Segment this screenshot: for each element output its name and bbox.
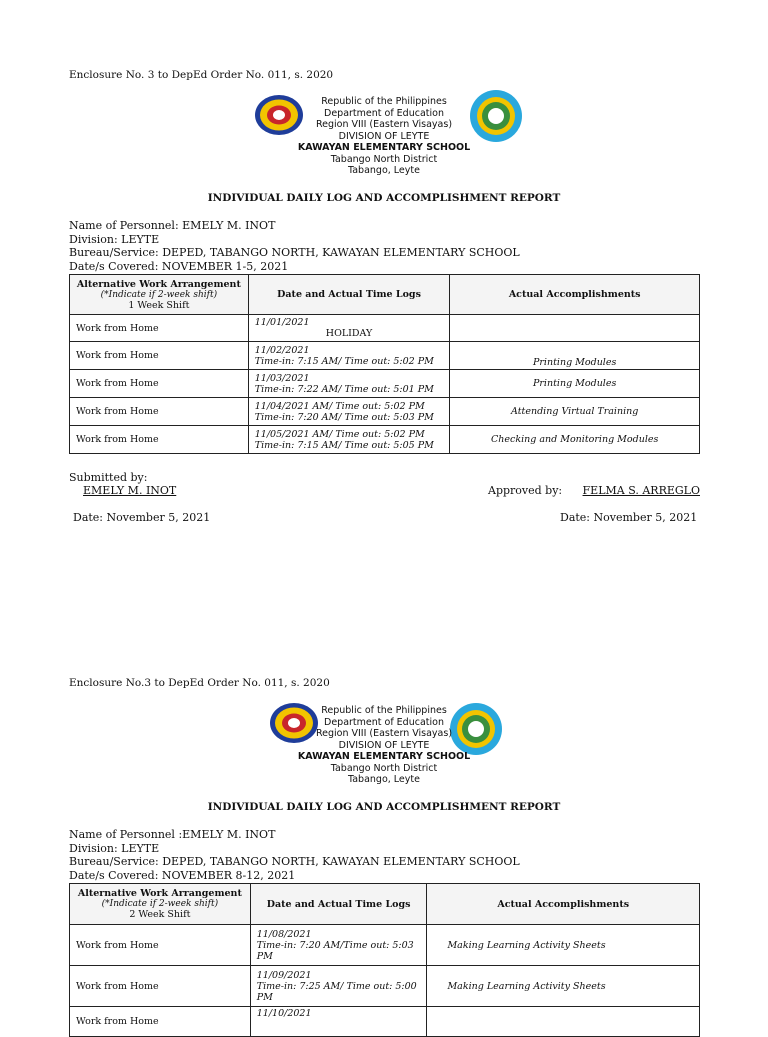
table-row: Work from Home 11/09/2021 Time-in: 7:25 AM/ Time out: 5:00 PM Making Learning Activity Sheets — [70, 966, 700, 1007]
dates-covered: Date/s Covered: NOVEMBER 1-5, 2021 — [69, 259, 289, 273]
col-logs-header: Date and Actual Time Logs — [250, 884, 427, 925]
date-approved: Date: November 5, 2021 — [560, 511, 698, 524]
personnel-info — [69, 828, 520, 882]
col-accomplishments-header: Actual Accomplishments — [450, 275, 700, 315]
log-table-2 — [69, 883, 700, 1037]
letterhead — [284, 705, 484, 786]
enclosure-note: Enclosure No.3 to DepEd Order No. 011, s. 2020 — [69, 677, 330, 689]
personnel-bureau: Bureau/Service: DEPED, TABANGO NORTH, KAWAYAN ELEMENTARY SCHOOL — [69, 246, 520, 260]
personnel-bureau: Bureau/Service: DEPED, TABANGO NORTH, KAWAYAN ELEMENTARY SCHOOL — [69, 855, 520, 869]
school-name: KAWAYAN ELEMENTARY SCHOOL — [297, 142, 471, 153]
town-line: Tabango, Leyte — [348, 774, 420, 785]
report-title: INDIVIDUAL DAILY LOG AND ACCOMPLISHMENT REPORT — [207, 801, 561, 813]
log-table-1 — [69, 274, 700, 454]
table-row: Work from Home 11/08/2021 Time-in: 7:20 AM/Time out: 5:03 PM Making Learning Activity Sheets — [70, 925, 700, 966]
department-line: Department of Education — [324, 716, 444, 728]
approved-by-name: FELMA S. ARREGLO — [582, 484, 700, 497]
personnel-name: Name of Personnel: EMELY M. INOT — [69, 219, 276, 232]
table-row: Work from Home 11/03/2021 Time-in: 7:22 AM/ Time out: 5:01 PM Printing Modules — [70, 370, 700, 398]
republic-line: Republic of the Philippines — [321, 705, 447, 716]
table-header — [70, 275, 700, 315]
approved-by-label: Approved by: — [488, 484, 563, 497]
letterhead — [284, 96, 484, 177]
school-name: KAWAYAN ELEMENTARY SCHOOL — [297, 751, 471, 762]
district-line: Tabango North District — [330, 762, 438, 774]
district-line: Tabango North District — [330, 153, 438, 165]
department-line: Department of Education — [324, 107, 444, 119]
submitted-by-label: Submitted by: — [69, 471, 148, 484]
table-row: Work from Home 11/05/2021 AM/ Time out: 5:02 PM Time-in: 7:15 AM/ Time out: 5:05 PM Checking and Monitoring Modules — [70, 426, 700, 454]
table-row: Work from Home 11/04/2021 AM/ Time out: 5:02 PM Time-in: 7:20 AM/ Time out: 5:03 PM Attending Virtual Training — [70, 398, 700, 426]
col-logs-header: Date and Actual Time Logs — [248, 275, 450, 315]
region-line: Region VIII (Eastern Visayas) — [315, 728, 453, 739]
submitted-by-name: EMELY M. INOT — [83, 484, 177, 497]
date-submitted: Date: November 5, 2021 — [73, 511, 211, 524]
division-line: DIVISION OF LEYTE — [338, 739, 430, 751]
col-accomplishments-header: Actual Accomplishments — [427, 884, 700, 925]
report-title: INDIVIDUAL DAILY LOG AND ACCOMPLISHMENT REPORT — [207, 192, 561, 204]
republic-line: Republic of the Philippines — [321, 96, 447, 107]
division-line: DIVISION OF LEYTE — [338, 130, 430, 142]
dates-covered: Date/s Covered: NOVEMBER 8-12, 2021 — [69, 868, 296, 882]
col-arrangement-header: Alternative Work Arrangement (*Indicate if 2-week shift) 2 Week Shift — [70, 884, 251, 925]
personnel-info — [69, 219, 520, 273]
table-row: Work from Home 11/01/2021 HOLIDAY — [70, 315, 700, 342]
personnel-division: Division: LEYTE — [69, 232, 160, 246]
town-line: Tabango, Leyte — [348, 165, 420, 176]
personnel-division: Division: LEYTE — [69, 841, 160, 855]
table-row: Work from Home 11/02/2021 Time-in: 7:15 AM/ Time out: 5:02 PM Printing Modules — [70, 342, 700, 370]
enclosure-note: Enclosure No. 3 to DepEd Order No. 011, s. 2020 — [69, 69, 334, 81]
personnel-name: Name of Personnel :EMELY M. INOT — [69, 828, 276, 841]
col-arrangement-header: Alternative Work Arrangement (*Indicate if 2-week shift) 1 Week Shift — [70, 275, 249, 315]
region-line: Region VIII (Eastern Visayas) — [315, 119, 453, 130]
table-header — [70, 884, 700, 925]
table-row: Work from Home 11/10/2021 — [70, 1007, 700, 1037]
